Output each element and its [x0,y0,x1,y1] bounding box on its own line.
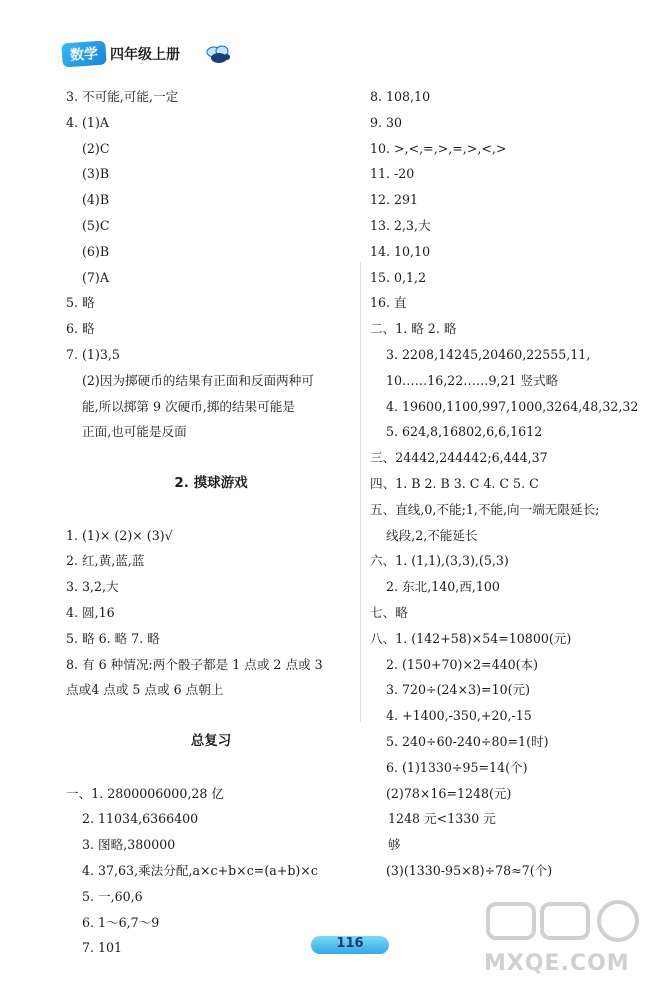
right-column [370,84,650,884]
answer-line: 五、直线,0,不能;1,不能,向一端无限延长; [370,501,600,517]
answer-line: 11. -20 [370,166,415,182]
answer-line: 2. 红,黄,蓝,蓝 [66,553,145,569]
answer-line [66,445,356,471]
left-column [66,84,356,961]
answer-line: 4. (1)A [66,114,109,130]
watermark [458,894,658,984]
answer-line: 7. 101 [82,940,123,956]
answer-line: 6. (1)1330÷95=14(个) [386,759,528,775]
answer-line: 5. 略 [66,295,95,311]
answer-line: (2)78×16=1248(元) [386,785,512,801]
answer-line: 14. 10,10 [370,243,431,259]
answer-line: 三、24442,244442;6,444,37 [370,450,548,466]
answer-line: 线段,2,不能延长 [386,527,478,543]
answer-line: 7. (1)3,5 [66,346,120,362]
section-heading: 总复习 [190,732,232,749]
answer-line [66,497,356,523]
answer-line: (2)因为掷硬币的结果有正面和反面两种可 [82,372,314,388]
answer-line: 2. 11034,6366400 [82,811,199,827]
bee-icon [204,44,234,66]
answer-line: 六、1. (1,1),(3,3),(5,3) [370,553,509,569]
answer-line [66,703,356,729]
answer-line: 15. 0,1,2 [370,269,427,285]
answer-line: (6)B [82,243,110,259]
answer-line: 八、1. (142+58)×54=10800(元) [370,630,572,646]
answer-line: 四、1. B 2. B 3. C 4. C 5. C [370,475,539,491]
answer-line: (4)B [82,192,110,208]
answer-line: 8. 108,10 [370,89,431,104]
page-header [62,38,180,70]
answer-line: 5. 624,8,16802,6,6,1612 [386,424,543,440]
answer-line: 16. 直 [370,295,407,311]
answer-line: 5. 略 6. 略 7. 略 [66,630,160,646]
answer-line: 够 [388,837,401,853]
answer-line: 2. 东北,140,西,100 [386,579,500,595]
answer-line: 10……16,22……9,21 竖式略 [386,372,559,388]
answer-line: 3. 720÷(24×3)=10(元) [386,682,531,698]
page-number: 116 [336,936,364,951]
answer-line: 4. 圆,16 [66,604,115,620]
grade-title: 四年级上册 [110,47,180,63]
answer-line: 9. 30 [370,114,403,130]
answer-line: (3)(1330-95×8)÷78≈7(个) [386,862,553,878]
answer-line: 5. 一,60,6 [82,888,143,904]
answer-line: 3. 2208,14245,20460,22555,11, [386,346,591,362]
page-number-tab [305,932,395,958]
answer-line: 4. +1400,-350,+20,-15 [386,708,532,724]
answer-line: 3. 3,2,大 [66,579,119,595]
answer-line: 6. 略 [66,321,95,337]
answer-line: (7)A [82,269,109,285]
answer-line: 3. 不可能,可能,一定 [66,89,179,104]
answer-line: 6. 1～6,7～9 [82,914,160,930]
answer-line: 1. (1)× (2)× (3)√ [66,527,173,543]
answer-line: (2)C [82,140,110,156]
answer-line: 12. 291 [370,192,419,208]
answer-line: 4. 37,63,乘法分配,a×c+b×c=(a+b)×c [82,862,318,878]
answer-line: 一、1. 2800006000,28 亿 [66,785,224,801]
answer-line: 七、略 [370,604,408,620]
answer-line: 能,所以掷第 9 次硬币,掷的结果可能是 [82,398,295,414]
answer-line: 点或4 点或 5 点或 6 点朝上 [66,682,224,698]
answer-line: 正面,也可能是反面 [82,424,187,440]
column-divider [360,262,361,722]
answer-line: 3. 图略,380000 [82,837,176,853]
answer-line: 4. 19600,1100,997,1000,3264,48,32,32 [386,398,639,414]
answer-line: 5. 240÷60-240÷80=1(时) [386,733,549,749]
answer-line: 2. (150+70)×2=440(本) [386,656,539,672]
answer-line: (3)B [82,166,110,182]
watermark-url: MXQE.COM [484,951,630,976]
answer-line: 8. 有 6 种情况:两个骰子都是 1 点或 2 点或 3 [66,656,323,672]
answer-line: 1248 元<1330 元 [388,811,496,827]
subject-badge: 数学 [61,40,107,67]
answer-line: 13. 2,3,大 [370,217,431,233]
section-heading: 2. 摸球游戏 [174,474,248,491]
answer-line: (5)C [82,217,110,233]
answer-line: 二、1. 略 2. 略 [370,321,457,337]
watermark-logo [486,898,646,942]
answer-line: 10. >,<,=,>,=,>,<,> [370,140,507,156]
answer-line [66,755,356,781]
